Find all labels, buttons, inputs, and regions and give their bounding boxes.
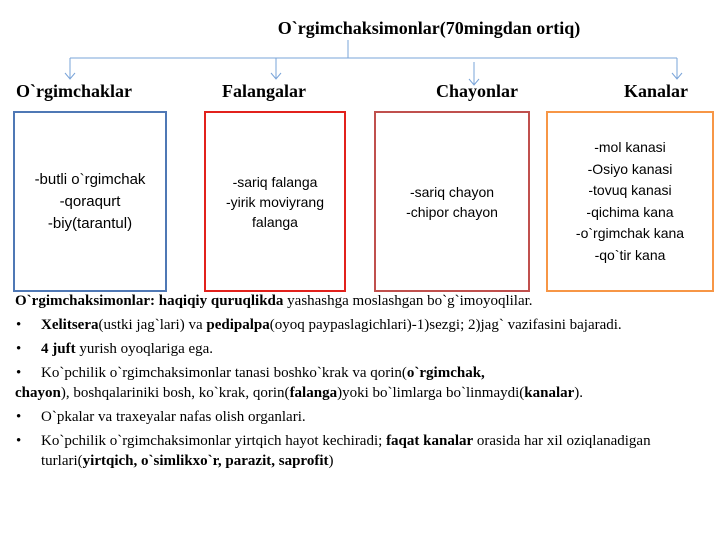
term-feeding-types: yirtqich, o`simlikxo`r, parazit, saprofit — [82, 453, 329, 469]
species-item: -qichima kana — [586, 203, 674, 220]
term-chayon: chayon — [15, 385, 61, 401]
feature-item-respiration — [15, 407, 708, 427]
category-label-orgimchaklar: O`rgimchaklar — [16, 81, 132, 101]
species-item: -qo`tir kana — [594, 246, 666, 263]
definition-text: yashashga moslashgan bo`g`imoyoqlilar. — [283, 293, 533, 309]
text-fragment: yurish oyoqlariga ega. — [75, 341, 214, 357]
feature-item-legs — [15, 339, 708, 359]
term-orgimchak: o`rgimchak, — [406, 365, 485, 381]
species-item: -sariq falanga — [232, 173, 318, 190]
feature-item-mouthparts — [15, 315, 708, 335]
feature-item-body — [15, 363, 708, 383]
species-item: -sariq chayon — [409, 183, 495, 200]
term-faqat-kanalar: faqat kanalar — [386, 433, 474, 449]
category-box-falangalar — [204, 111, 346, 292]
text-fragment: O`pkalar va traxeyalar nafas olish organlari. — [41, 409, 306, 425]
category-box-orgimchaklar — [13, 111, 167, 292]
species-item: -butli o`rgimchak — [34, 170, 146, 188]
category-label-falangalar: Falangalar — [222, 81, 306, 101]
species-item: -Osiyo kanasi — [587, 160, 673, 177]
feature-item-feeding — [15, 431, 708, 471]
term-xelitsera: Xelitsera — [41, 317, 99, 333]
text-fragment: (ustki jag`lari) va — [98, 317, 207, 333]
species-item: -biy(tarantul) — [47, 214, 133, 232]
text-fragment: orasida har xil oziqlanadigan turlari( — [41, 433, 651, 469]
text-fragment: (oyoq paypaslagichlari)-1)sezgi; 2)jag` vazifasini bajaradi. — [269, 317, 622, 333]
diagram-title: O`rgimchaksimonlar(70mingdan ortiq) — [277, 18, 581, 38]
species-item: -o`rgimchak kana — [575, 225, 685, 241]
species-item: -tovuq kanasi — [588, 182, 672, 198]
text-fragment: ) — [328, 453, 334, 469]
category-label-chayonlar: Chayonlar — [436, 81, 519, 101]
bullet-icon: • — [16, 317, 22, 333]
bullet-icon: • — [16, 433, 22, 449]
species-item: -yirik moviyrang — [225, 193, 324, 210]
definition-line — [15, 291, 708, 311]
species-item: -qoraqurt — [59, 192, 121, 210]
term-falanga: falanga — [289, 385, 338, 401]
species-item: -chipor chayon — [406, 203, 498, 220]
term-4-juft: 4 juft — [41, 341, 76, 357]
bullet-icon: • — [16, 341, 22, 357]
text-fragment: Ko`pchilik o`rgimchaksimonlar yirtqich hayot kechiradi; — [41, 433, 387, 449]
species-item: -mol kanasi — [594, 139, 666, 155]
category-box-chayonlar — [374, 111, 530, 292]
bullet-icon: • — [16, 409, 22, 425]
description-section — [15, 291, 708, 471]
text-fragment: ). — [574, 385, 584, 401]
feature-list — [15, 315, 708, 471]
definition-term: O`rgimchaksimonlar: haqiqiy quruqlikda — [15, 293, 284, 309]
feature-item-body-continued — [15, 383, 708, 403]
text-fragment: )yoki bo`limlarga bo`linmaydi( — [337, 385, 525, 401]
category-label-kanalar: Kanalar — [624, 81, 689, 101]
bullet-icon: • — [16, 365, 22, 381]
category-box-kanalar — [546, 111, 714, 292]
text-fragment: ), boshqalariniki bosh, ko`krak, qorin( — [60, 385, 290, 401]
species-item: falanga — [252, 213, 298, 230]
text-fragment: Ko`pchilik o`rgimchaksimonlar tanasi boshko`krak va qorin( — [41, 365, 407, 381]
term-pedipalpa: pedipalpa — [206, 317, 270, 333]
term-kanalar: kanalar — [524, 385, 575, 401]
